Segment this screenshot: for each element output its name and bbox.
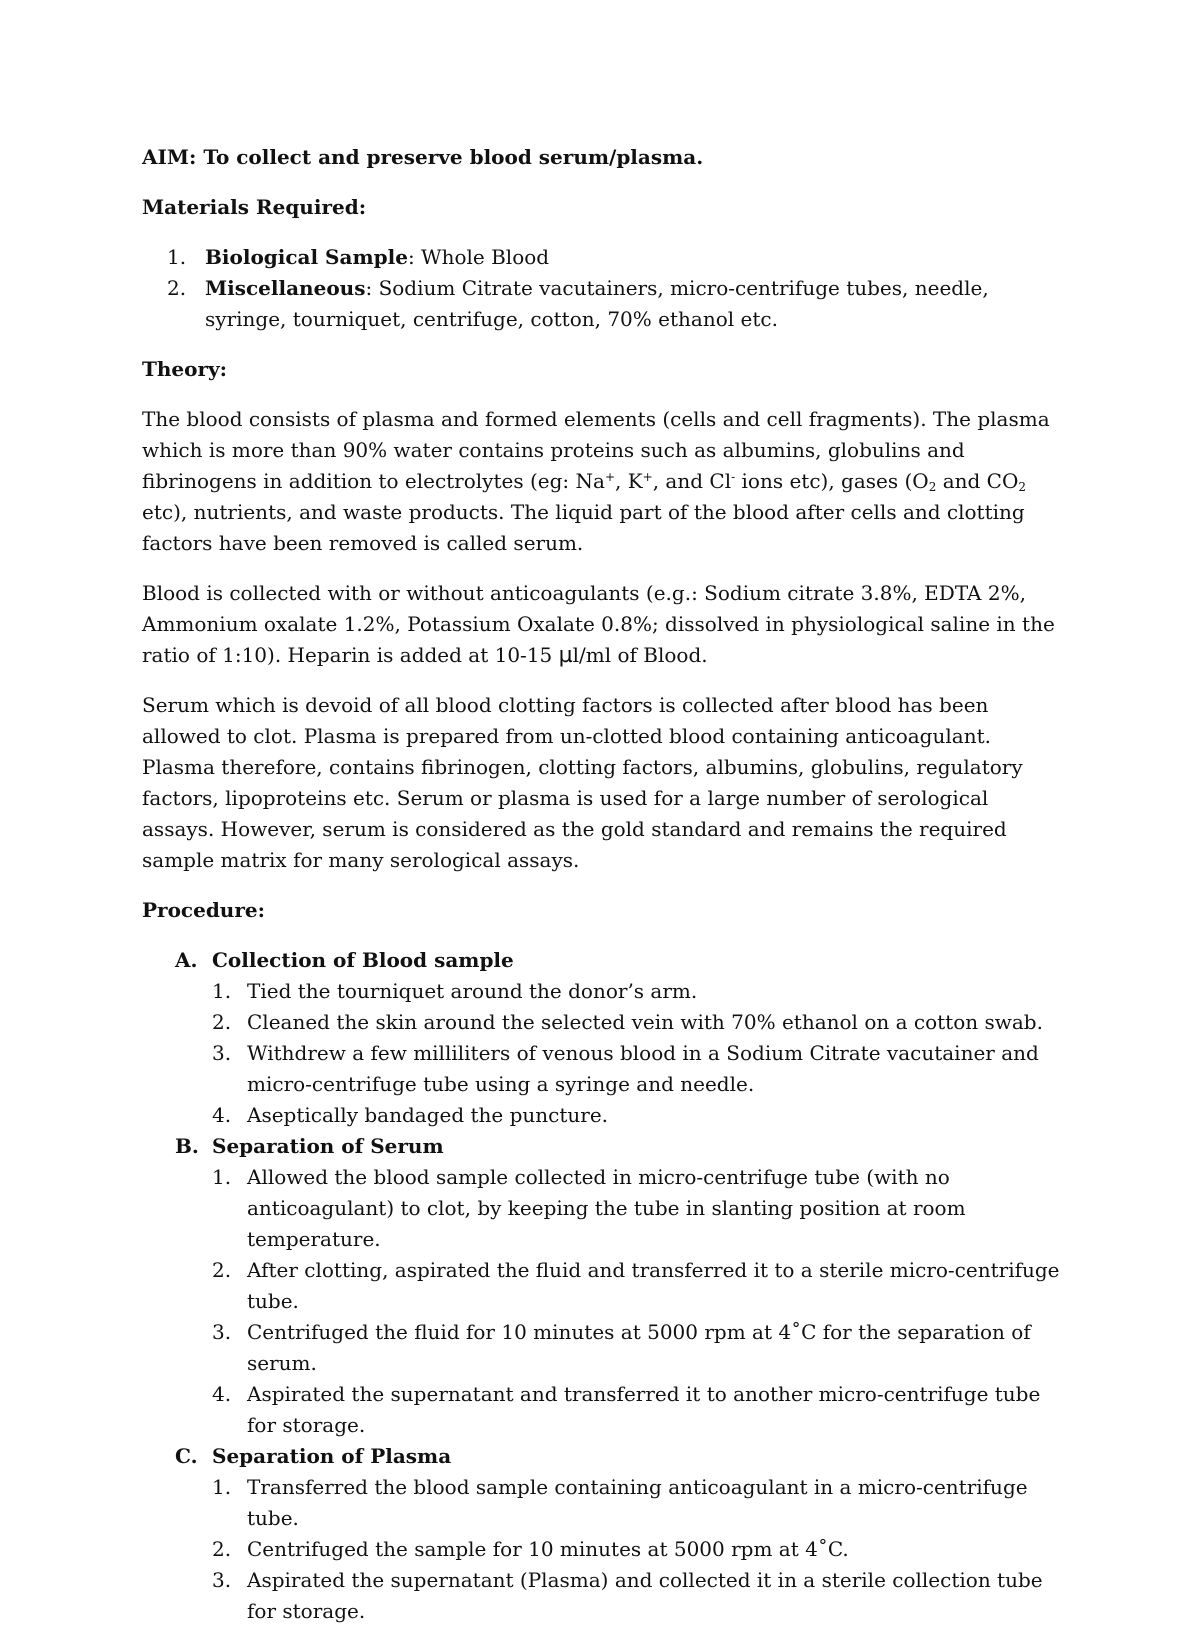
materials-list bbox=[142, 242, 1060, 335]
list-item bbox=[142, 1565, 1060, 1627]
superscript: + bbox=[642, 470, 653, 484]
section-letter: C. bbox=[175, 1444, 198, 1468]
list-item bbox=[142, 1317, 1060, 1379]
text-run: , and Cl bbox=[652, 469, 732, 493]
step-text: Withdrew a few milliliters of venous blood in a Sodium Citrate vacutainer and micro-centrifuge tube using a syringe and needle. bbox=[247, 1041, 1039, 1096]
list-number: 3. bbox=[212, 1320, 232, 1344]
list-number: 3. bbox=[212, 1041, 232, 1065]
text-run: l/ml of Blood. bbox=[572, 643, 708, 667]
superscript: + bbox=[604, 470, 615, 484]
aim-title: AIM: To collect and preserve blood serum/plasma. bbox=[142, 145, 704, 169]
list-number: 2. bbox=[212, 1010, 232, 1034]
subscript: 2 bbox=[1018, 480, 1027, 494]
list-item bbox=[142, 1255, 1060, 1317]
materials-heading: Materials Required: bbox=[142, 195, 367, 219]
list-number: 4. bbox=[212, 1103, 232, 1127]
subscript: 2 bbox=[928, 480, 937, 494]
list-item bbox=[142, 273, 1060, 335]
step-text: Centrifuged the sample for 10 minutes at 5000 rpm at 4˚C. bbox=[247, 1537, 849, 1561]
section-title: Collection of Blood sample bbox=[212, 948, 514, 972]
text-run: and CO bbox=[936, 469, 1019, 493]
step-text: Cleaned the skin around the selected vein with 70% ethanol on a cotton swab. bbox=[247, 1010, 1043, 1034]
theory-paragraph-1 bbox=[142, 404, 1060, 559]
theory-paragraph-3: Serum which is devoid of all blood clotting factors is collected after blood has been allowed to clot. Plasma is prepared from un-clotted blood containing anticoagulant. Plasma therefore, contains fibrinogen, clotting factors, albumins, globulins, regulatory factors, lipoproteins etc. Serum or plasma is used for a large number of serological assays. However, serum is considered as the gold standard and remains the required sample matrix for many serological assays. bbox=[142, 693, 1023, 872]
list-item bbox=[142, 1534, 1060, 1565]
theory-heading: Theory: bbox=[142, 357, 228, 381]
list-item bbox=[142, 1162, 1060, 1255]
list-number: 1. bbox=[212, 1475, 232, 1499]
step-text: Tied the tourniquet around the donor’s arm. bbox=[247, 979, 698, 1003]
step-text: Aspirated the supernatant (Plasma) and collected it in a sterile collection tube for storage. bbox=[247, 1568, 1043, 1623]
section-title: Separation of Serum bbox=[212, 1134, 444, 1158]
section-c-steps bbox=[142, 1472, 1060, 1627]
material-text: : Whole Blood bbox=[407, 245, 550, 269]
step-text: Centrifuged the fluid for 10 minutes at 5000 rpm at 4˚C for the separation of serum. bbox=[247, 1320, 1031, 1375]
step-text: Aseptically bandaged the puncture. bbox=[247, 1103, 609, 1127]
step-text: Aspirated the supernatant and transferred it to another micro-centrifuge tube for storage. bbox=[247, 1382, 1041, 1437]
list-number: 2. bbox=[167, 276, 187, 300]
section-title: Separation of Plasma bbox=[212, 1444, 452, 1468]
procedure-section-c bbox=[142, 1441, 1060, 1472]
section-letter: A. bbox=[175, 948, 198, 972]
superscript: - bbox=[731, 470, 736, 484]
text-run: Blood is collected with or without anticoagulants (e.g.: Sodium citrate 3.8%, EDTA 2%, Ammonium oxalate 1.2%, Potassium Oxalate 0.8%; dissolved in physiological saline in the ratio of 1:10). Heparin is added at 10-15 bbox=[142, 581, 1055, 667]
section-a-steps bbox=[142, 976, 1060, 1131]
micro-symbol: µ bbox=[558, 643, 573, 668]
list-number: 1. bbox=[167, 245, 187, 269]
theory-paragraph-2 bbox=[142, 578, 1060, 671]
list-number: 4. bbox=[212, 1382, 232, 1406]
text-run: etc), nutrients, and waste products. The liquid part of the blood after cells and clotting factors have been removed is called serum. bbox=[142, 500, 1025, 555]
list-number: 1. bbox=[212, 1165, 232, 1189]
list-number: 3. bbox=[212, 1568, 232, 1592]
section-letter: B. bbox=[175, 1134, 199, 1158]
procedure-heading: Procedure: bbox=[142, 898, 265, 922]
list-item bbox=[142, 242, 1060, 273]
step-text: After clotting, aspirated the fluid and transferred it to a sterile micro-centrifuge tube. bbox=[247, 1258, 1060, 1313]
material-text: : Sodium Citrate vacutainers, micro-centrifuge tubes, needle, syringe, tourniquet, centrifuge, cotton, 70% ethanol etc. bbox=[205, 276, 989, 331]
text-run: ions etc), gases (O bbox=[735, 469, 929, 493]
step-text: Transferred the blood sample containing anticoagulant in a micro-centrifuge tube. bbox=[247, 1475, 1028, 1530]
list-item bbox=[142, 1038, 1060, 1100]
text-run: The blood consists of plasma and formed elements (cells and cell fragments). The plasma which is more than 90% water contains proteins such as albumins, globulins and fibrinogens in addition to electrolytes (eg: Na bbox=[142, 407, 1050, 493]
text-run: , K bbox=[615, 469, 643, 493]
material-label: Miscellaneous bbox=[205, 276, 366, 300]
list-item bbox=[142, 1100, 1060, 1131]
list-number: 2. bbox=[212, 1537, 232, 1561]
procedure-section-a bbox=[142, 945, 1060, 976]
section-b-steps bbox=[142, 1162, 1060, 1441]
list-number: 2. bbox=[212, 1258, 232, 1282]
list-item bbox=[142, 976, 1060, 1007]
list-item bbox=[142, 1472, 1060, 1534]
material-label: Biological Sample bbox=[205, 245, 408, 269]
list-item bbox=[142, 1007, 1060, 1038]
step-text: Allowed the blood sample collected in micro-centrifuge tube (with no anticoagulant) to clot, by keeping the tube in slanting position at room temperature. bbox=[247, 1165, 966, 1251]
list-item bbox=[142, 1379, 1060, 1441]
list-number: 1. bbox=[212, 979, 232, 1003]
procedure-section-b bbox=[142, 1131, 1060, 1162]
